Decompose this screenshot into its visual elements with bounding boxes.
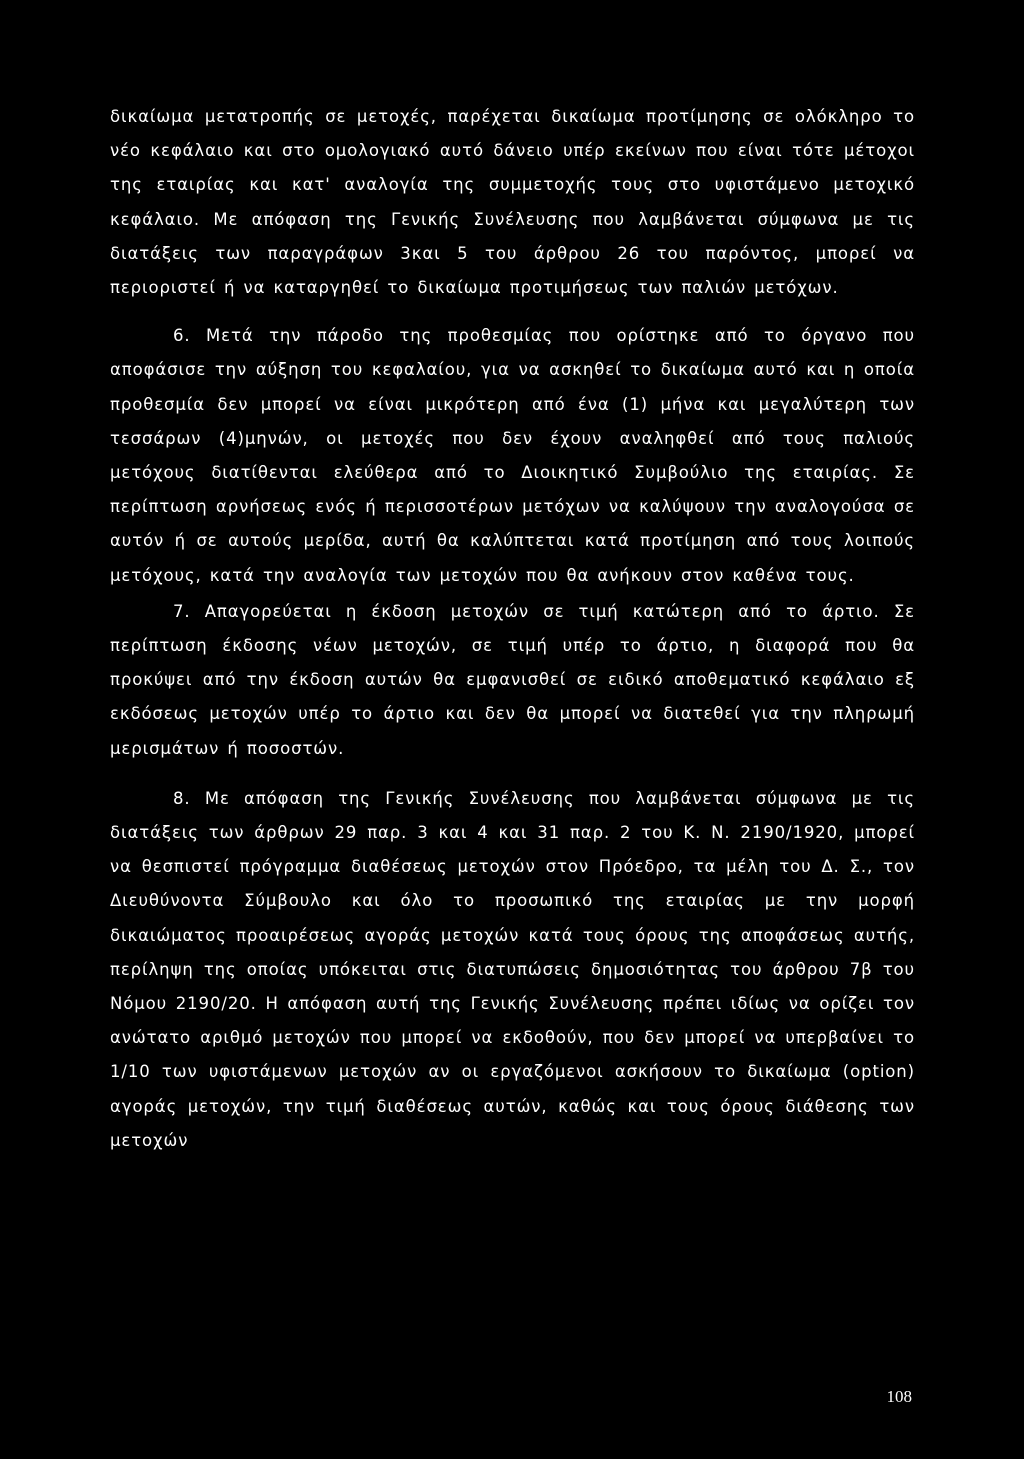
page-number: 108 [886,1387,912,1406]
paragraph-6: 6. Μετά την πάροδο της προθεσμίας που ορίστηκε από το όργανο που αποφάσισε την αύξηση του κεφαλαίου, για να ασκηθεί το δικαίωμα αυτό και η οποία προθεσμία δεν μπορεί να είναι μικρότερη από ένα (1) μήνα και μεγαλύτερη των τεσσάρων (4)μηνών, οι μετοχές που δεν έχουν αναληφθεί από τους παλιούς μετόχους διατίθενται ελεύθερα από το Διοικητικό Συμβούλιο της εταιρίας. Σε περίπτωση αρνήσεως ενός ή περισσοτέρων μετόχων να καλύψουν την αναλογούσα σε αυτόν ή σε αυτούς μερίδα, αυτή θα καλύπτεται κατά προτίμηση από τους λοιπούς μετόχους, κατά την αναλογία των μετοχών που θα ανήκουν στον καθένα τους. [110,326,915,585]
paragraph-7: 7. Απαγορεύεται η έκδοση μετοχών σε τιμή κατώτερη από το άρτιο. Σε περίπτωση έκδοσης νέων μετοχών, σε τιμή υπέρ το άρτιο, η διαφορά που θα προκύψει από την έκδοση αυτών θα εμφανισθεί σε ειδικό αποθεματικό κεφάλαιο εξ εκδόσεως μετοχών υπέρ το άρτιο και δεν θα μπορεί να διατεθεί για την πληρωμή μερισμάτων ή ποσοστών. [110,601,915,758]
paragraph-continuation: δικαίωμα μετατροπής σε μετοχές, παρέχεται δικαίωμα προτίμησης σε ολόκληρο το νέο κεφάλαιο και στο ομολογιακό αυτό δάνειο υπέρ εκείνων που είναι τότε μέτοχοι της εταιρίας και κατ' αναλογία της συμμετοχής τους στο υφιστάμενο μετοχικό κεφάλαιο. Με απόφαση της Γενικής Συνέλευσης που λαμβάνεται σύμφωνα με τις διατάξεις των παραγράφων 3και 5 του άρθρου 26 του παρόντος, μπορεί να περιοριστεί ή να καταργηθεί το δικαίωμα προτιμήσεως των παλιών μετόχων. [110,107,915,298]
paragraph-8: 8. Με απόφαση της Γενικής Συνέλευσης που λαμβάνεται σύμφωνα με τις διατάξεις των άρθρων 29 παρ. 3 και 4 και 31 παρ. 2 του Κ. Ν. 2190/1920, μπορεί να θεσπιστεί πρόγραμμα διαθέσεως μετοχών στον Πρόεδρο, τα μέλη του Δ. Σ., τον Διευθύνοντα Σύμβουλο και όλο το προσωπικό της εταιρίας με την μορφή δικαιώματος προαιρέσεως αγοράς μετοχών κατά τους όρους της αποφάσεως αυτής, περίληψη της οποίας υπόκειται στις διατυπώσεις δημοσιότητας του άρθρου 7β του Νόμου 2190/20. Η απόφαση αυτή της Γενικής Συνέλευσης πρέπει ιδίως να ορίζει τον ανώτατο αριθμό μετοχών που μπορεί να εκδοθούν, που δεν μπορεί να υπερβαίνει το 1/10 των υφιστάμενων μετοχών αν οι εργαζόμενοι ασκήσουν το δικαίωμα (option) αγοράς μετοχών, την τιμή διαθέσεως αυτών, καθώς και τους όρους διάθεσης των μετοχών [110,788,915,1150]
document-body [110,100,915,1158]
